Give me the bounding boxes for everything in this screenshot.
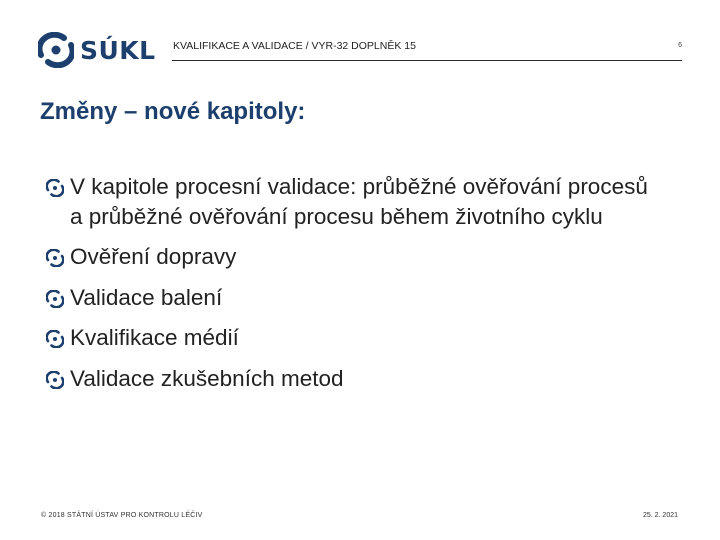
bullet-text: Kvalifikace médií [70, 325, 239, 350]
bullet-text: Validace balení [70, 284, 223, 310]
header-title: KVALIFIKACE A VALIDACE / VYR-32 DOPLNĚK 15 [173, 40, 416, 52]
sukl-logo-icon [38, 32, 74, 68]
footer-date: 25. 2. 2021 [642, 512, 678, 519]
bullet-item [46, 172, 666, 231]
sukl-logo [38, 32, 156, 68]
bullet-list [46, 172, 666, 404]
slide-title: Změny – nové kapitoly: [40, 98, 306, 125]
bullet-item [46, 242, 666, 272]
logo-text: SÚKL [80, 35, 156, 65]
page-number: 6 [678, 42, 682, 49]
bullet-item [46, 364, 666, 394]
bullet-text: Ověření dopravy [70, 244, 237, 269]
swirl-bullet-icon [46, 249, 64, 267]
swirl-bullet-icon [46, 371, 64, 389]
swirl-bullet-icon [46, 290, 64, 308]
bullet-item [46, 283, 666, 313]
bullet-text: Validace zkušebních metod [70, 365, 344, 391]
footer-copyright: © 2018 STÁTNÍ ÚSTAV PRO KONTROLU LÉČIV [41, 512, 203, 519]
bullet-item [46, 323, 666, 353]
header-divider [172, 60, 682, 61]
swirl-bullet-icon [46, 330, 64, 348]
swirl-bullet-icon [46, 179, 64, 197]
bullet-text: V kapitole procesní validace: průběžné ověřování procesů a průběžné ověřování procesu během životního cyklu [70, 174, 648, 229]
